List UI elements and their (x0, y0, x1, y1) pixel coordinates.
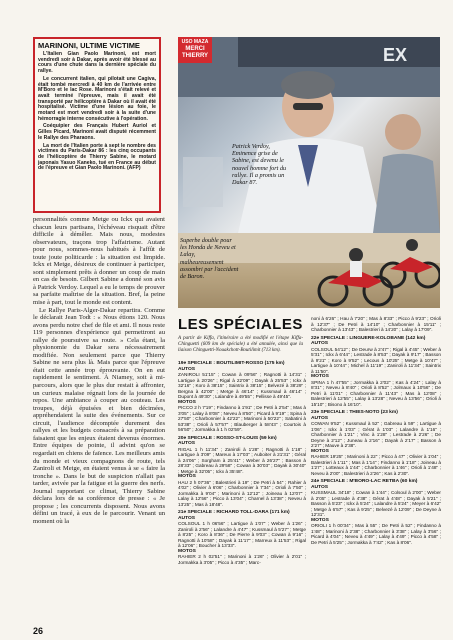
article-paragraph: personnalités comme Metge ou Ickx qui avaient chacun leurs partisans, l'échéveau risquait d'être difficile à démêler. Mais nous, modestes observateurs, traçons trop l'affairisme. Autant pour nous, sommes-nous habitués à l'affût de toute joute politicarde : la situation est limpide. Ickx et Metge, désireux de continuer à participer, sont simplement prêts à donner un coup de main en cas de besoin. Gilbert Sabine a donné son avis à Patrick Verdoy. Lequel a eu le temps de prouver sa parfaite maîtrise de la situation. Bref, la peine mise à part, tout le monde est content. (33, 216, 165, 307)
results-text: SPINA 1 h 47'55" ; Jormakka à 2'02" ; Kas à 4'24" ; Lalay à 8'31" ; Neveu à 8'40" ; Orioli à 8'52" ; Jolmaux à 10'56" ; De Petri à 11'01" ; Charbonnier à 11'43" ; Mas à 12'08" ; Balestrieri à 12'55" ; Lalay à 13'28" ; Neveu à 13'56" ; Orioli à 15'10" ; Bisono à 16'10". (311, 379, 441, 407)
specials-title: LES SPÉCIALES (178, 316, 303, 333)
specials-intro: A partir de Kiffa, l'itinéraire a été modifié et l'étape Kiffa-Chinguetti (609 km de spéciale) a été annulée, ainsi que la liaison Chinguetti-Nouakchott-Boutilimit (713 km). (178, 336, 303, 353)
category-label: MOTOS (311, 517, 329, 523)
results-text: HAU 2 h 07'36" ; Balestrieri à 19" ; De Petri à 54" ; Rahier à 4'02" ; Olivier à 6'06" ; Charbonnier à 7'34" ; Orioli à 7'50" ; Jormakka à 9'04" ; Marinoni à 12'12" ; Joineau à 12'07" ; Lalay à 12'56" ; Picco à 13'04" ; Charnel à 13'38" ; Neveu à 13'25" ; Mas à 18'48". (178, 479, 306, 507)
category-label: AUTOS (178, 515, 196, 521)
box-title: MARINONI, ULTIME VICTIME (38, 41, 140, 50)
stage-heading: 21e SPECIALE : RICHARD TOLL-DARA (171 km) (178, 510, 290, 515)
results-text: RAHIER 2 h 02'51" ; Marinoni à 1'26" ; Olivier à 2'01" ; Jormakka à 3'05" ; Picco à 4'35" ; Marc- (178, 554, 306, 565)
results-text: noni à 6'26" ; Hau à 7'20" ; Mas à 8'33" ; Picco à 9'23" ; Orioli à 12'37" ; De Petri à 14'10" ; Charbonnier à 15'11" ; Charbonnier à 13'43" ; Balestrieri à 14'20" ; Lalay à 17'09". (311, 316, 441, 332)
results-text: COLSOUL 1 h 06'56" ; Lartigue à 1'07" ; Weber à 1'26" ; Zaniroli à 2'56" ; Lalandre à 4'47" ; Kussmaul à 5'27" ; Metge à 8'25" ; Koro à 8'36" ; De Pierre à 9'03" ; Cowan à 9'16" ; Ragnotti à 10'58" ; Dayak à 11'17" ; Marreux à 11'53" ; Rigal à 12'06" ; Boucher à 13'33". (178, 521, 306, 548)
results-column-2 (311, 316, 441, 545)
category-label: MOTOS (311, 374, 329, 379)
results-text: ZANIROLI 51'15" ; Cowan à 09'56" ; Ragnotti à 14'31" ; Lartigue à 20'26" ; Rigal à 22'09" ; Dayak à 25'53" ; Ickx à 32'16" ; Koro à 38'15" ; Saintrix à 38'15" ; Belvezé à 38'29" ; Bergna à 42'00" ; Metge à 46'14" ; Kussmaul à 46'14" ; Dupont à 49'30" ; Lalandre à 49'55" ; Pellisse à 49'45". (178, 372, 306, 399)
results-text: ORIOLI 1 h 00'34" ; Mas à 55" ; De Petri à 52" ; Findanno à 1'48" ; Marinoni à 2'38" ; Charbonnier à 3'38" ; Lalay à 3'56" ; Picard à 4'04" ; Neveu à 4'49" ; Lalay à 4'49" ; Picco à 4'58" ; De Petri à 5'25" ; Jormakka à 7'42" ; Kas à 8'06". (311, 523, 441, 545)
results-text: RAHIER 19'25" ; Marinoni à 22" ; Picco à 47" ; Olivier à 1'04" ; Balestrieri à 1'11" ; Mas à 1'14" ; Findanno à 1'18" ; Joineau à 1'27" ; Lotteaux à 1'44" ; Charbonnier à 1'46" ; Orioli à 1'48" ; Neveu à 2'00" ; Balestrieri à 2'26" ; Kas à 2'30". (311, 454, 441, 476)
news-box (33, 37, 161, 213)
article-paragraph: Le Rallye Paris-Alger-Dakar repartira. Comme le déclarait Jean Todt : « Nous étions 120. Nous avons perdu notre chef de file et ami. Il nous reste 119 personnes d'expérience qui permettront au rallye de poursuivre sa route. » Cela étant, la physionomie du Dakar sera nécessairement modifiée. Non seulement parce que Thierry Sabine ne sera plus là. Mais parce que l'épreuve était cette année trop éprouvante. On en eut rapidement le sentiment. À Niamey, soit à mi-parcours, alors que le plus dur restait à affronter, un curieux malaise régnait lors de la journée de repos. Une ambiance à couper au couteau. Les troupes, déjà épuisées et bien décimées, appréhendaient la suite des événements. Sur ce circuit, l'audience décomptée durement des rallyes et les budgets consacrés à sa préparation faisaient que les enjeux étaient devenus énormes. Entre équipes de pointe, il advint qu'on se regardait en chiens de faïence. Les meilleurs amis du monde et vieux compagnons de route, tels Zaniroli et Metge, en étaient venus à se « faire la tronche ». Dans le but de suspicion n'allait pas tarder, avivée par la fatigue et la guerre des nerfs. Journal rapportant ce climat, Thierry Sabine déclara lors de sa conférence de presse : « Je propose ; les concurrents disposent. Nous avons défini un tracé, à eux de le parcourir. Venant un moment où la (33, 306, 165, 525)
box-paragraph: Le concurrent italien, qui pilotait une Cagiva, était tombé mercredi à 40 km de l'arrivée entre M'Boro et le lac Rose. Marinoni s'était relevé et avait terminé l'épreuve, mais il avait été transporté par hélicoptère à Dakar où il avait été hospitalisé. Victime d'une lésion au foie, le motard est mort vendredi soir à la suite d'une hémorragie interne consécutive à l'opération. (38, 75, 156, 122)
results-text: RIGAL 1 h 11'34" ; Zaniroli à 1'28" ; Ragnotti à 1'18" ; Lartigue à 3'09" ; Mareux à 17'03" ; Auboiter à 21'31" ; Géral à 24'06" ; Sorgham à 25'41" ; Weber à 26'27" ; Basson à 28'33" ; Gabreau à 29'58" ; Cowan à 30'03" ; Dayak à 30'40" ; Metge à 32'05" ; Ickx à 35'48". (178, 446, 306, 474)
article-body (33, 216, 165, 525)
stage-heading: 23e SPECIALE : THIES-NOTO (23 km) (311, 410, 398, 415)
stage-heading: 19e SPECIALE : BOUTILIMIT-ROSSO (175 km) (178, 361, 285, 366)
stage-heading: 22e SPECIALE : LINGUERE-KOLOBANE (142 km) (311, 335, 426, 341)
results-text: PICCO 2 h 7'19" ; Findanno à 1'91" ; De Petri à 2'54" ; Mas à 3'05" ; Lalay à 8'08" ; Neveu à 8'50" ; Picard à 9'19" ; Spina à 27'50" ; Charbonnier à 42'22" ; Marinoni à 50'22" ; Sabatini à 53'38" ; Orioli à 57'57" ; Blauberger à 58'43" ; Courtois à 56'50" ; Jormakka à 1 h 02'59". (178, 405, 306, 432)
results-text: COLSOUL 54'12" ; De Deurw à 2'47" ; Rigal à 4'45" ; Weber à 5'31" ; Ickx à 6'44" ; Lestrade à 8'53" ; Dayak à 9'17" ; Basson à 9'21" ; Koro à 9'52" ; Lecous à 10'25" ; Metge à 10'47" ; Lartigue à 10'44" ; Michel à 11'19" ; Zaniroli à 11'34" ; Saintrix à 11'50". (311, 346, 441, 374)
results-column-1 (178, 358, 306, 565)
category-label: MOTOS (178, 474, 196, 479)
stage-heading: 20e SPECIALE : ROSSO-ST-LOUIS (59 km) (178, 435, 277, 441)
category-label: AUTOS (311, 415, 329, 421)
photo-caption-verdoy: Patrick Verdoy, Eminence grise de Sabine, est devenu le nouvel homme fort du rallye. Il a promis un Dakar 87. (232, 143, 287, 187)
photo-verdoy (178, 37, 440, 233)
results-text: COWAN 9'52" ; Kussmaul à 52" ; Gabreau à 59" ; Lartigue à 1'06" ; Ickx à 1'03" ; Gérat à 1'03" ; Lalandre à 1'16" ; Charbonnier à 1'21" ; Vinc à 1'28" ; Lestrade à 2'26" ; De Deyne à 2'12" ; Juneau à 2'16" ; Dayak à 2'17" ; Basson à 2'27" ; Mauve à 2'38". (311, 421, 441, 448)
category-label: AUTOS (178, 441, 196, 446)
photo-illustration (178, 37, 440, 233)
svg-text:EX: EX (383, 45, 408, 65)
banner-line: THIERRY (181, 53, 209, 59)
category-label: AUTOS (311, 341, 329, 346)
category-label: MOTOS (311, 448, 329, 454)
stage-heading: 24e SPECIALE : M'BORO-LAC RETBA (60 km) (311, 479, 418, 484)
results-text: KUSSMAUL 34'18" ; Cowan à 1'44" ; Colsoul à 2'00" ; Weber à 2'05" ; Lestrade à 4'38" ; Gérat à 4'48" ; Dayak à 5'21" ; Basson à 5'23" ; Ickx à 5'24" ; Lalandre à 5'24" ; Meyer à 6'42" ; Metge à 6'57" ; Kas à 9'25" ; Belvezé à 12'09" ; De Deyne à 12'31". (311, 490, 441, 517)
photo-caption-honda: Superbe double pour les Honda de Neveu et Lalay, malheureusement assombri par l'accident de Baron. (180, 237, 239, 281)
box-paragraph: L'Italien Gian Paolo Marinoni, est mort vendredi soir à Dakar, après avoir été blessé au cours d'une chute dans la dernière spéciale du rallye. (38, 51, 156, 75)
merci-thierry-banner (178, 37, 212, 63)
category-label: MOTOS (178, 548, 196, 554)
category-label: MOTOS (178, 399, 196, 405)
box-paragraph: Coéquipier des Français Hubert Auriol et Gilles Picard, Marinoni avait disputé récemment le Rallye des Pharaons. (38, 123, 156, 141)
page-number: 26 (33, 626, 44, 636)
category-label: AUTOS (178, 366, 196, 372)
banner-line: USO MAZA (181, 39, 209, 45)
box-paragraph: La mort de l'Italien porte à sept le nombre des victimes du Paris-Dakar 86 : les cinq occupants de l'hélicoptère de Thierry Sabine, le motard japonais Yasuo Kaneko, tué en France au début de l'épreuve et Gian Paolo Marinoni. (AFP) (38, 142, 156, 172)
banner-line: MERCI (185, 46, 205, 52)
category-label: AUTOS (311, 484, 329, 490)
